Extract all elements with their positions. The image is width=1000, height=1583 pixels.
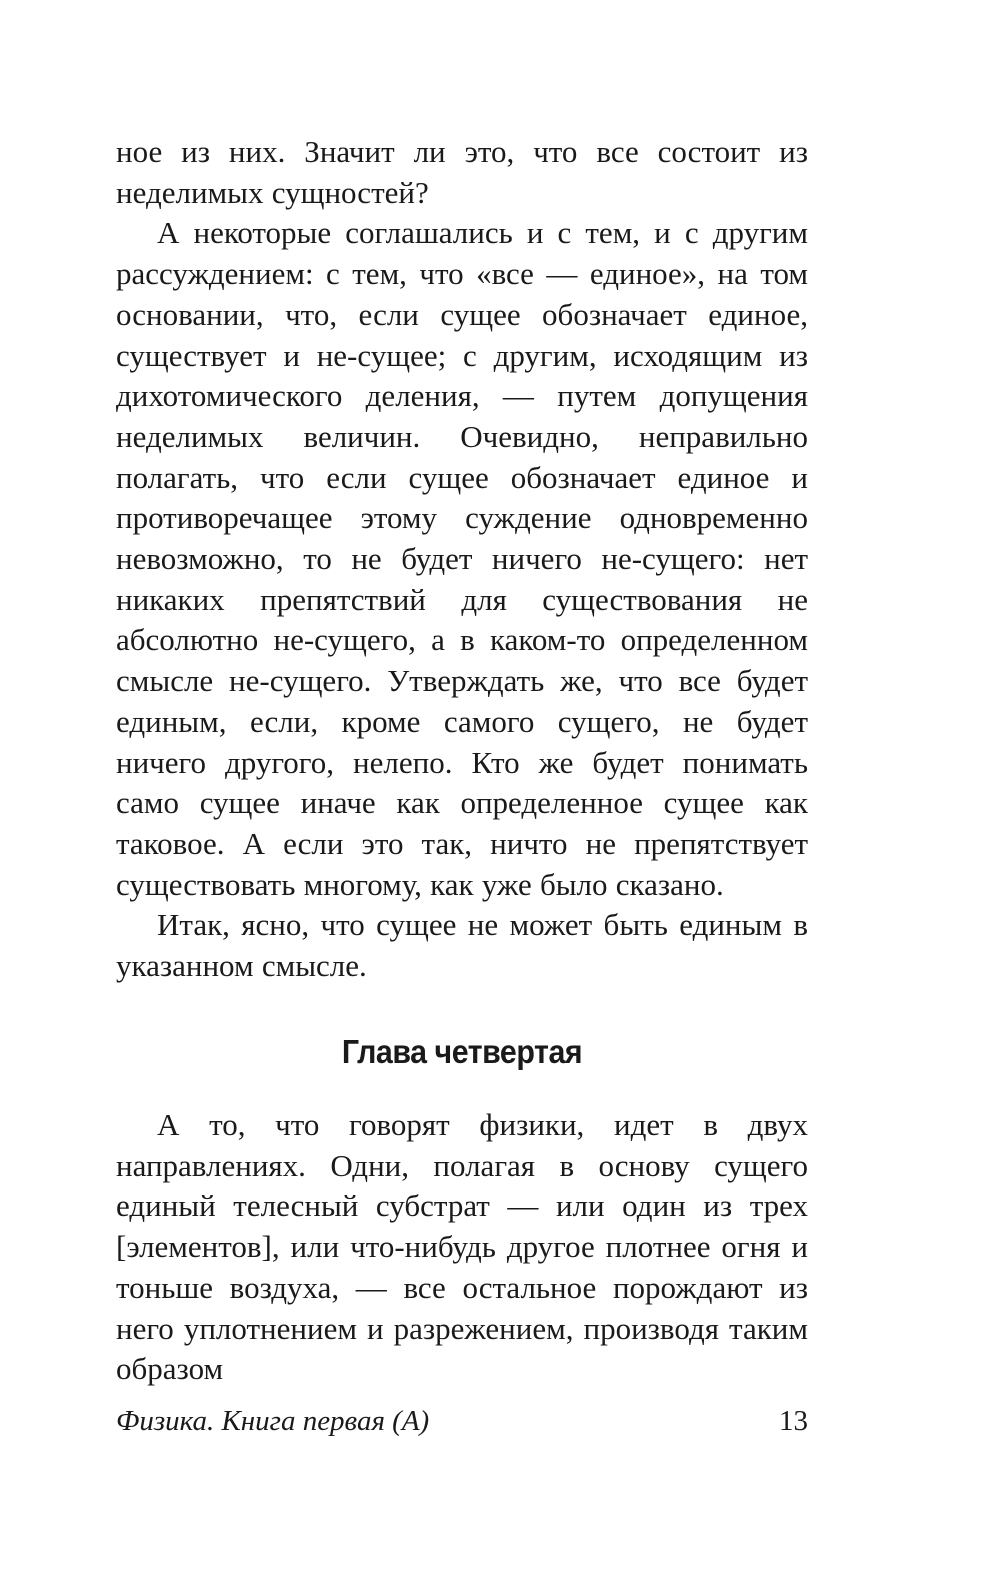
chapter-title: Глава четвертая [341, 1033, 583, 1070]
paragraph-continuation: ное из них. Значит ли это, что все состоит из неделимых сущностей? [116, 134, 808, 210]
page-number: 13 [779, 1405, 808, 1437]
text-block-top [116, 132, 808, 987]
paragraph-physicists: А то, что говорят физики, идет в двух направлениях. Одни, полагая в основу сущего единый телесный субстрат — или один из трех [элементов], или что-нибудь другое плотнее огня и тоньше воздуха, — все остальное порождают из него уплотнением и разрежением, производя таким образом [116, 1107, 808, 1387]
running-title: Физика. Книга первая (А) [116, 1405, 430, 1437]
paragraph-argument: А некоторые соглашались и с тем, и с другим рассуждением: с тем, что «все — единое», на том основании, что, если сущее обозначает единое, существует и не-сущее; с другим, исходящим из дихотомического деления, — путем допущения неделимых величин. Очевидно, неправильно полагать, что если сущее обозначает единое и противоречащее этому суждение одновременно невозможно, то не будет ничего не-сущего: нет никаких препятствий для существования не абсолютно не-сущего, а в каком-то определенном смысле не-сущего. Утверждать же, что все будет единым, если, кроме самого сущего, не будет ничего другого, нелепо. Кто же будет понимать само сущее иначе как определенное сущее как таковое. А если это так, ничто не препятствует существовать многому, как уже было сказано. [116, 215, 808, 902]
text-block-bottom [116, 1105, 808, 1390]
paragraph-conclusion: Итак, ясно, что сущее не может быть единым в указанном смысле. [116, 907, 808, 984]
page-footer [116, 1405, 808, 1438]
